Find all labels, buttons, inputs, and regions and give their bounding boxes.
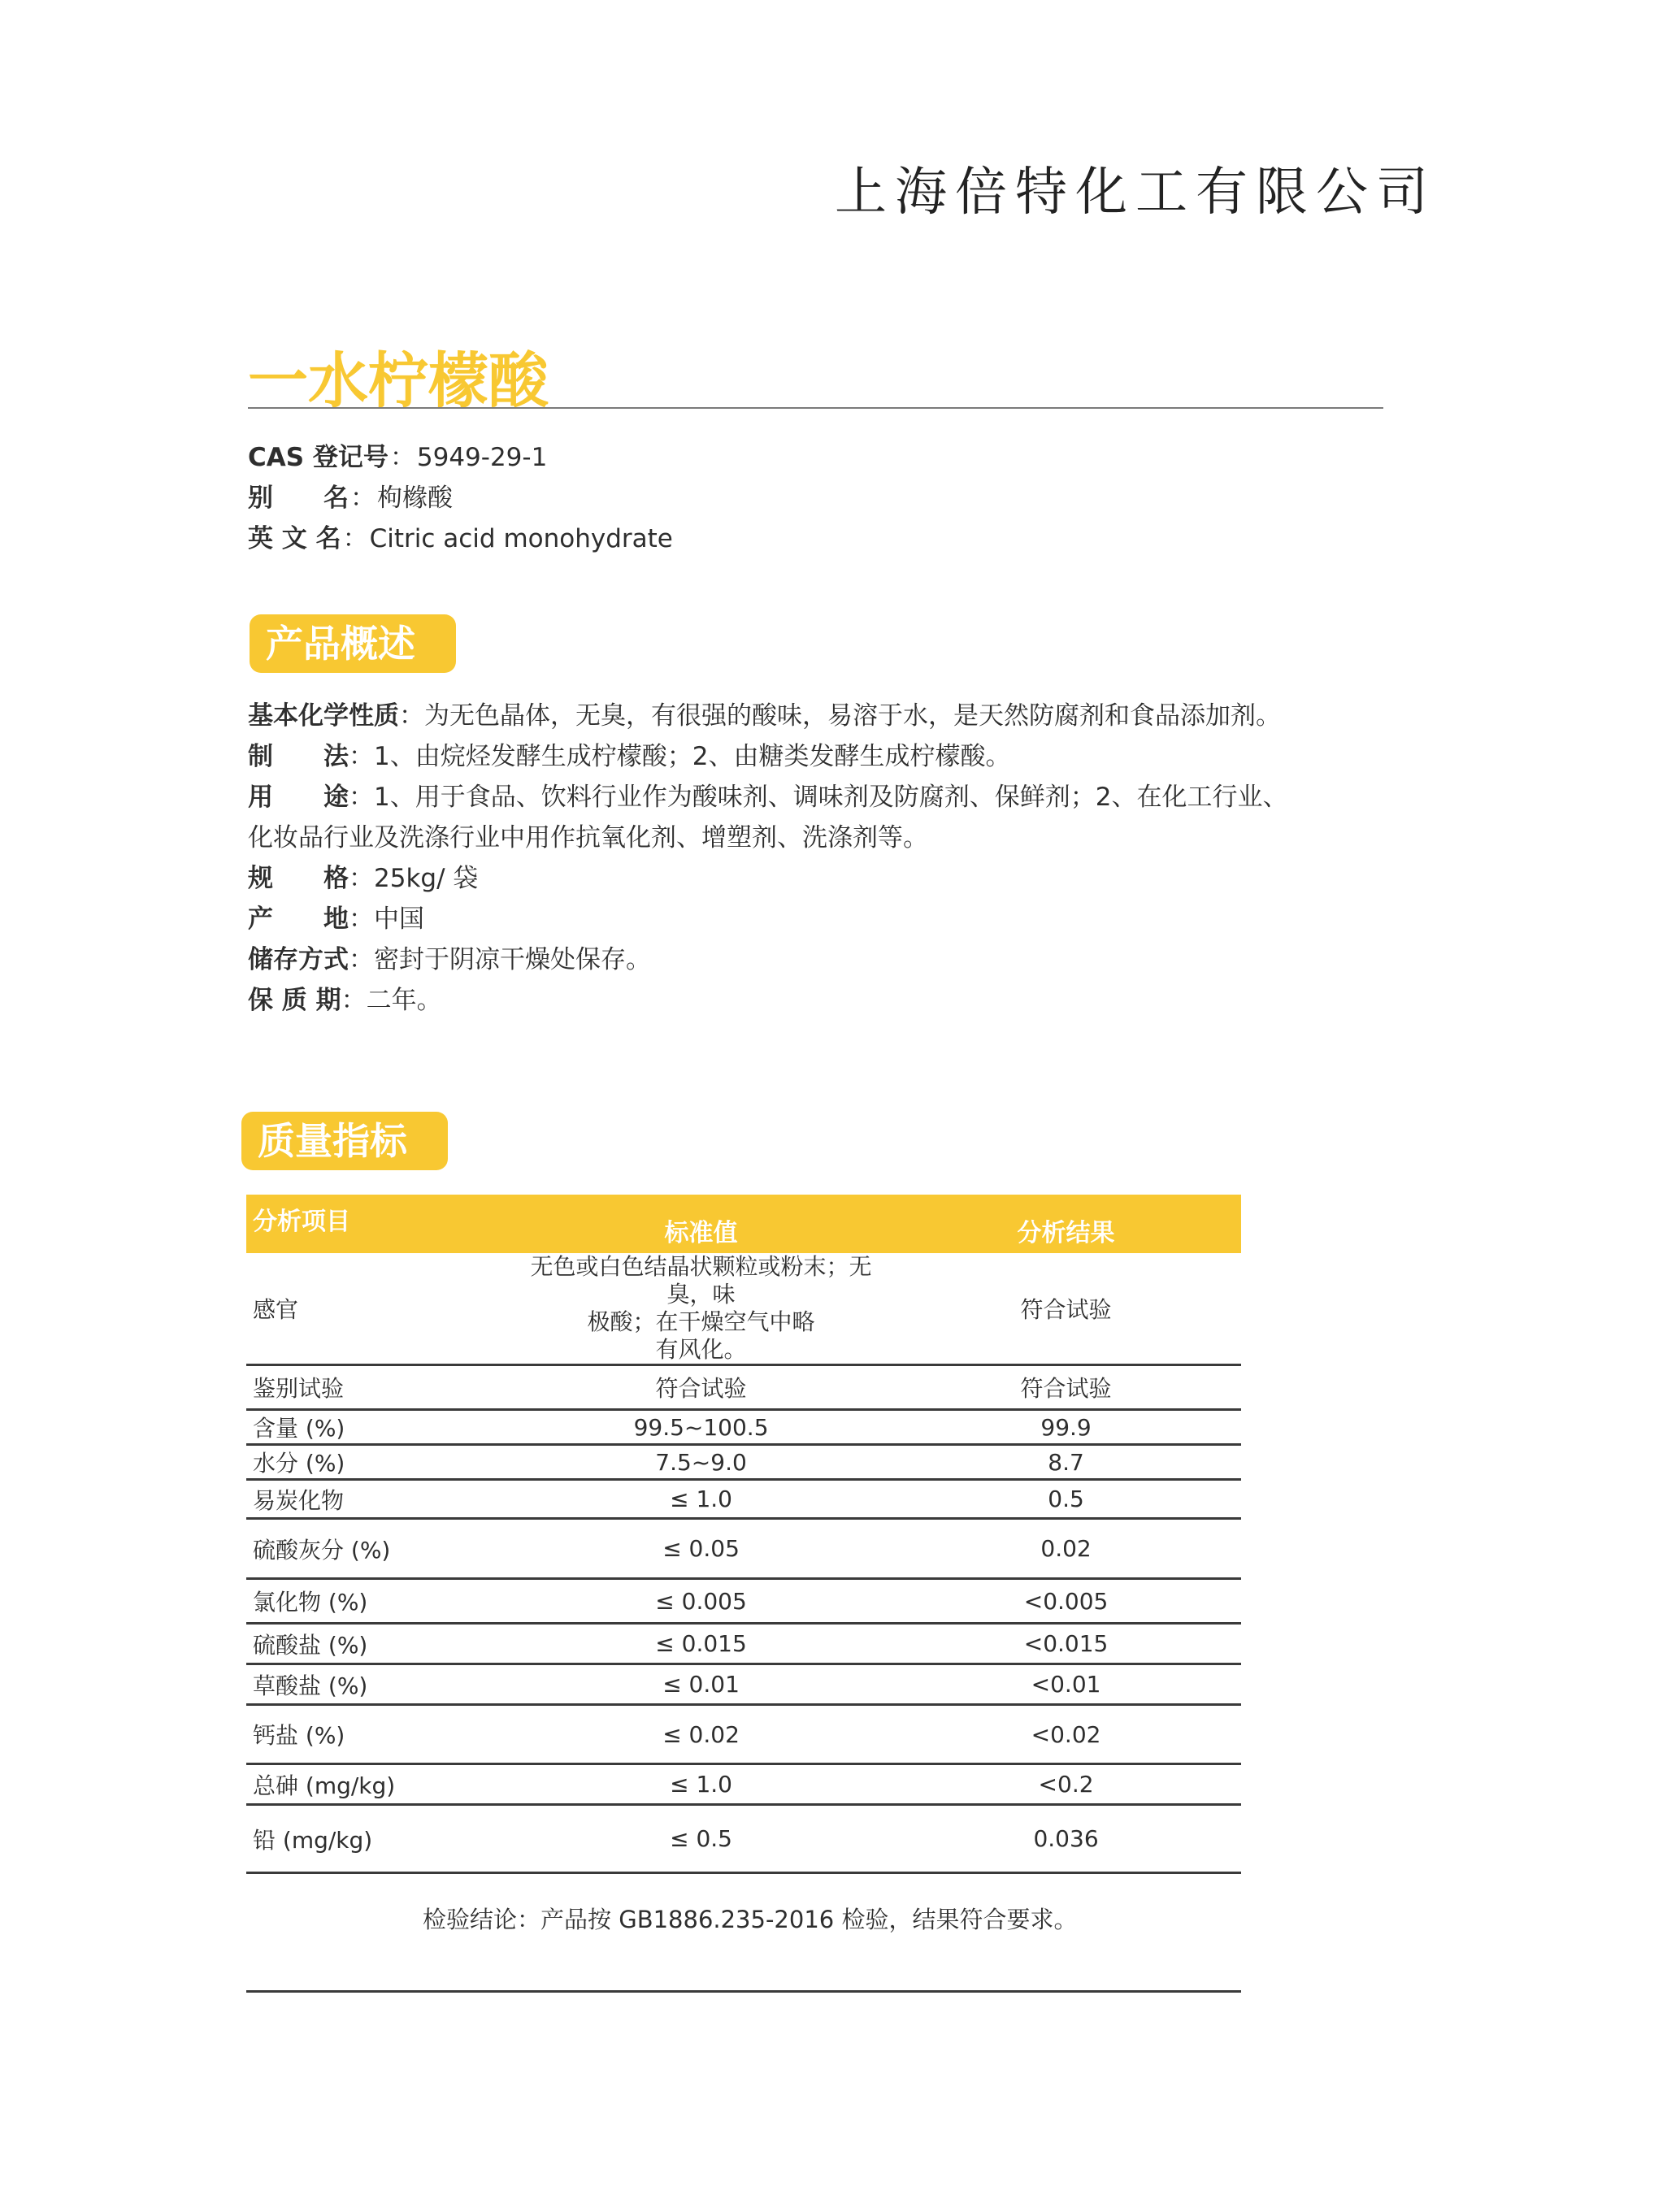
origin-row [248,899,1386,939]
item-cell: 含量 (%) [246,1410,511,1445]
origin-label: 产 地 [248,904,349,934]
table-row [246,1664,1241,1705]
english-name-value: Citric acid monohydrate [369,524,673,553]
colon: ： [349,904,374,934]
bottom-divider [246,1990,1241,1993]
item-cell: 硫酸盐 (%) [246,1624,511,1664]
table-header-row [246,1195,1241,1253]
alias-row [248,478,673,518]
result-cell: 0.02 [891,1519,1241,1579]
standard-cell: ≤ 0.5 [511,1805,891,1873]
result-cell: 0.5 [891,1480,1241,1519]
use-value-line2: 化妆品行业及洗涤行业中用作抗氧化剂、增塑剂、洗涤剂等。 [248,823,928,852]
storage-label: 储存方式 [248,945,349,974]
table-row [246,1410,1241,1445]
origin-value: 中国 [374,904,424,934]
table-row [246,1579,1241,1624]
item-cell: 易炭化物 [246,1480,511,1519]
company-name: 上海倍特化工有限公司 [835,163,1436,223]
standard-cell: ≤ 0.005 [511,1579,891,1624]
overview-badge: 产品概述 [250,614,456,673]
use-label: 用 途 [248,783,349,812]
product-identifiers [248,437,673,559]
standard-cell: 符合试验 [511,1365,891,1410]
table-row [246,1253,1241,1365]
standard-cell: ≤ 0.02 [511,1705,891,1764]
standard-cell: 99.5~100.5 [511,1410,891,1445]
item-cell: 水分 (%) [246,1445,511,1480]
method-value: 1、由烷烃发酵生成柠檬酸；2、由糖类发酵生成柠檬酸。 [374,742,1011,771]
overview-section [248,696,1386,1021]
alias-label: 别 名 [248,484,349,513]
item-cell: 氯化物 (%) [246,1579,511,1624]
standard-cell [511,1253,891,1365]
result-cell: <0.01 [891,1664,1241,1705]
colon: ： [389,443,415,472]
sensory-standard-line2: 极酸；在干燥空气中略 [587,1308,815,1335]
basic-property-row [248,696,1386,736]
header-item: 分析项目 [246,1195,511,1253]
table-row [246,1480,1241,1519]
spec-label: 规 格 [248,864,349,893]
colon: ： [399,701,424,731]
colon: ： [342,524,368,553]
storage-row [248,939,1386,980]
colon: ： [349,742,374,771]
sensory-standard-line1: 无色或白色结晶状颗粒或粉末；无臭，味 [530,1253,872,1308]
result-cell: 符合试验 [891,1253,1241,1365]
storage-value: 密封于阴凉干燥处保存。 [374,945,651,974]
result-cell: <0.2 [891,1764,1241,1805]
colon: ： [349,945,374,974]
shelf-life-label: 保 质 期 [248,986,341,1015]
shelf-life-row [248,980,1386,1021]
method-row [248,736,1386,777]
table-row [246,1519,1241,1579]
shelf-life-value: 二年。 [366,986,442,1015]
standard-cell: ≤ 0.01 [511,1664,891,1705]
colon: ： [349,864,374,893]
result-cell: 符合试验 [891,1365,1241,1410]
table-row [246,1445,1241,1480]
item-cell: 鉴别试验 [246,1365,511,1410]
alias-value: 枸橼酸 [377,484,453,513]
product-title: 一水柠檬酸 [248,346,549,416]
item-cell: 总砷 (mg/kg) [246,1764,511,1805]
item-cell: 钙盐 (%) [246,1705,511,1764]
use-value-line1: 1、用于食品、饮料行业作为酸味剂、调味剂及防腐剂、保鲜剂；2、在化工行业、 [374,783,1288,812]
header-result: 分析结果 [891,1195,1241,1253]
english-name-label: 英 文 名 [248,524,341,553]
table-row [246,1365,1241,1410]
item-cell: 硫酸灰分 (%) [246,1519,511,1579]
quality-badge: 质量指标 [241,1112,448,1170]
cas-row [248,437,673,478]
cas-label: CAS 登记号 [248,443,389,472]
table-row [246,1764,1241,1805]
header-standard: 标准值 [511,1195,891,1253]
title-divider [248,407,1383,409]
standard-cell: ≤ 0.05 [511,1519,891,1579]
standard-cell: ≤ 1.0 [511,1480,891,1519]
use-row-continued [248,818,1386,858]
standard-cell: 7.5~9.0 [511,1445,891,1480]
colon: ： [350,484,376,513]
item-cell: 铅 (mg/kg) [246,1805,511,1873]
item-cell: 感官 [246,1253,511,1365]
table-row [246,1805,1241,1873]
use-row [248,777,1386,818]
quality-table [246,1195,1241,1874]
result-cell: <0.02 [891,1705,1241,1764]
basic-property-label: 基本化学性质 [248,701,399,731]
method-label: 制 法 [248,742,349,771]
result-cell: <0.015 [891,1624,1241,1664]
colon: ： [341,986,367,1015]
standard-cell: ≤ 1.0 [511,1764,891,1805]
spec-value: 25kg/ 袋 [374,864,479,893]
result-cell: <0.005 [891,1579,1241,1624]
table-row [246,1705,1241,1764]
basic-property-value: 为无色晶体，无臭，有很强的酸味，易溶于水，是天然防腐剂和食品添加剂。 [424,701,1281,731]
standard-cell: ≤ 0.015 [511,1624,891,1664]
inspection-conclusion: 检验结论：产品按 GB1886.235-2016 检验，结果符合要求。 [423,1906,1078,1933]
cas-value: 5949-29-1 [416,443,548,472]
sensory-standard-line3: 有风化。 [655,1336,747,1363]
table-row [246,1624,1241,1664]
english-name-row [248,518,673,559]
item-cell: 草酸盐 (%) [246,1664,511,1705]
sensory-standard [511,1253,891,1364]
result-cell: 8.7 [891,1445,1241,1480]
result-cell: 99.9 [891,1410,1241,1445]
result-cell: 0.036 [891,1805,1241,1873]
colon: ： [349,783,374,812]
spec-row [248,858,1386,899]
